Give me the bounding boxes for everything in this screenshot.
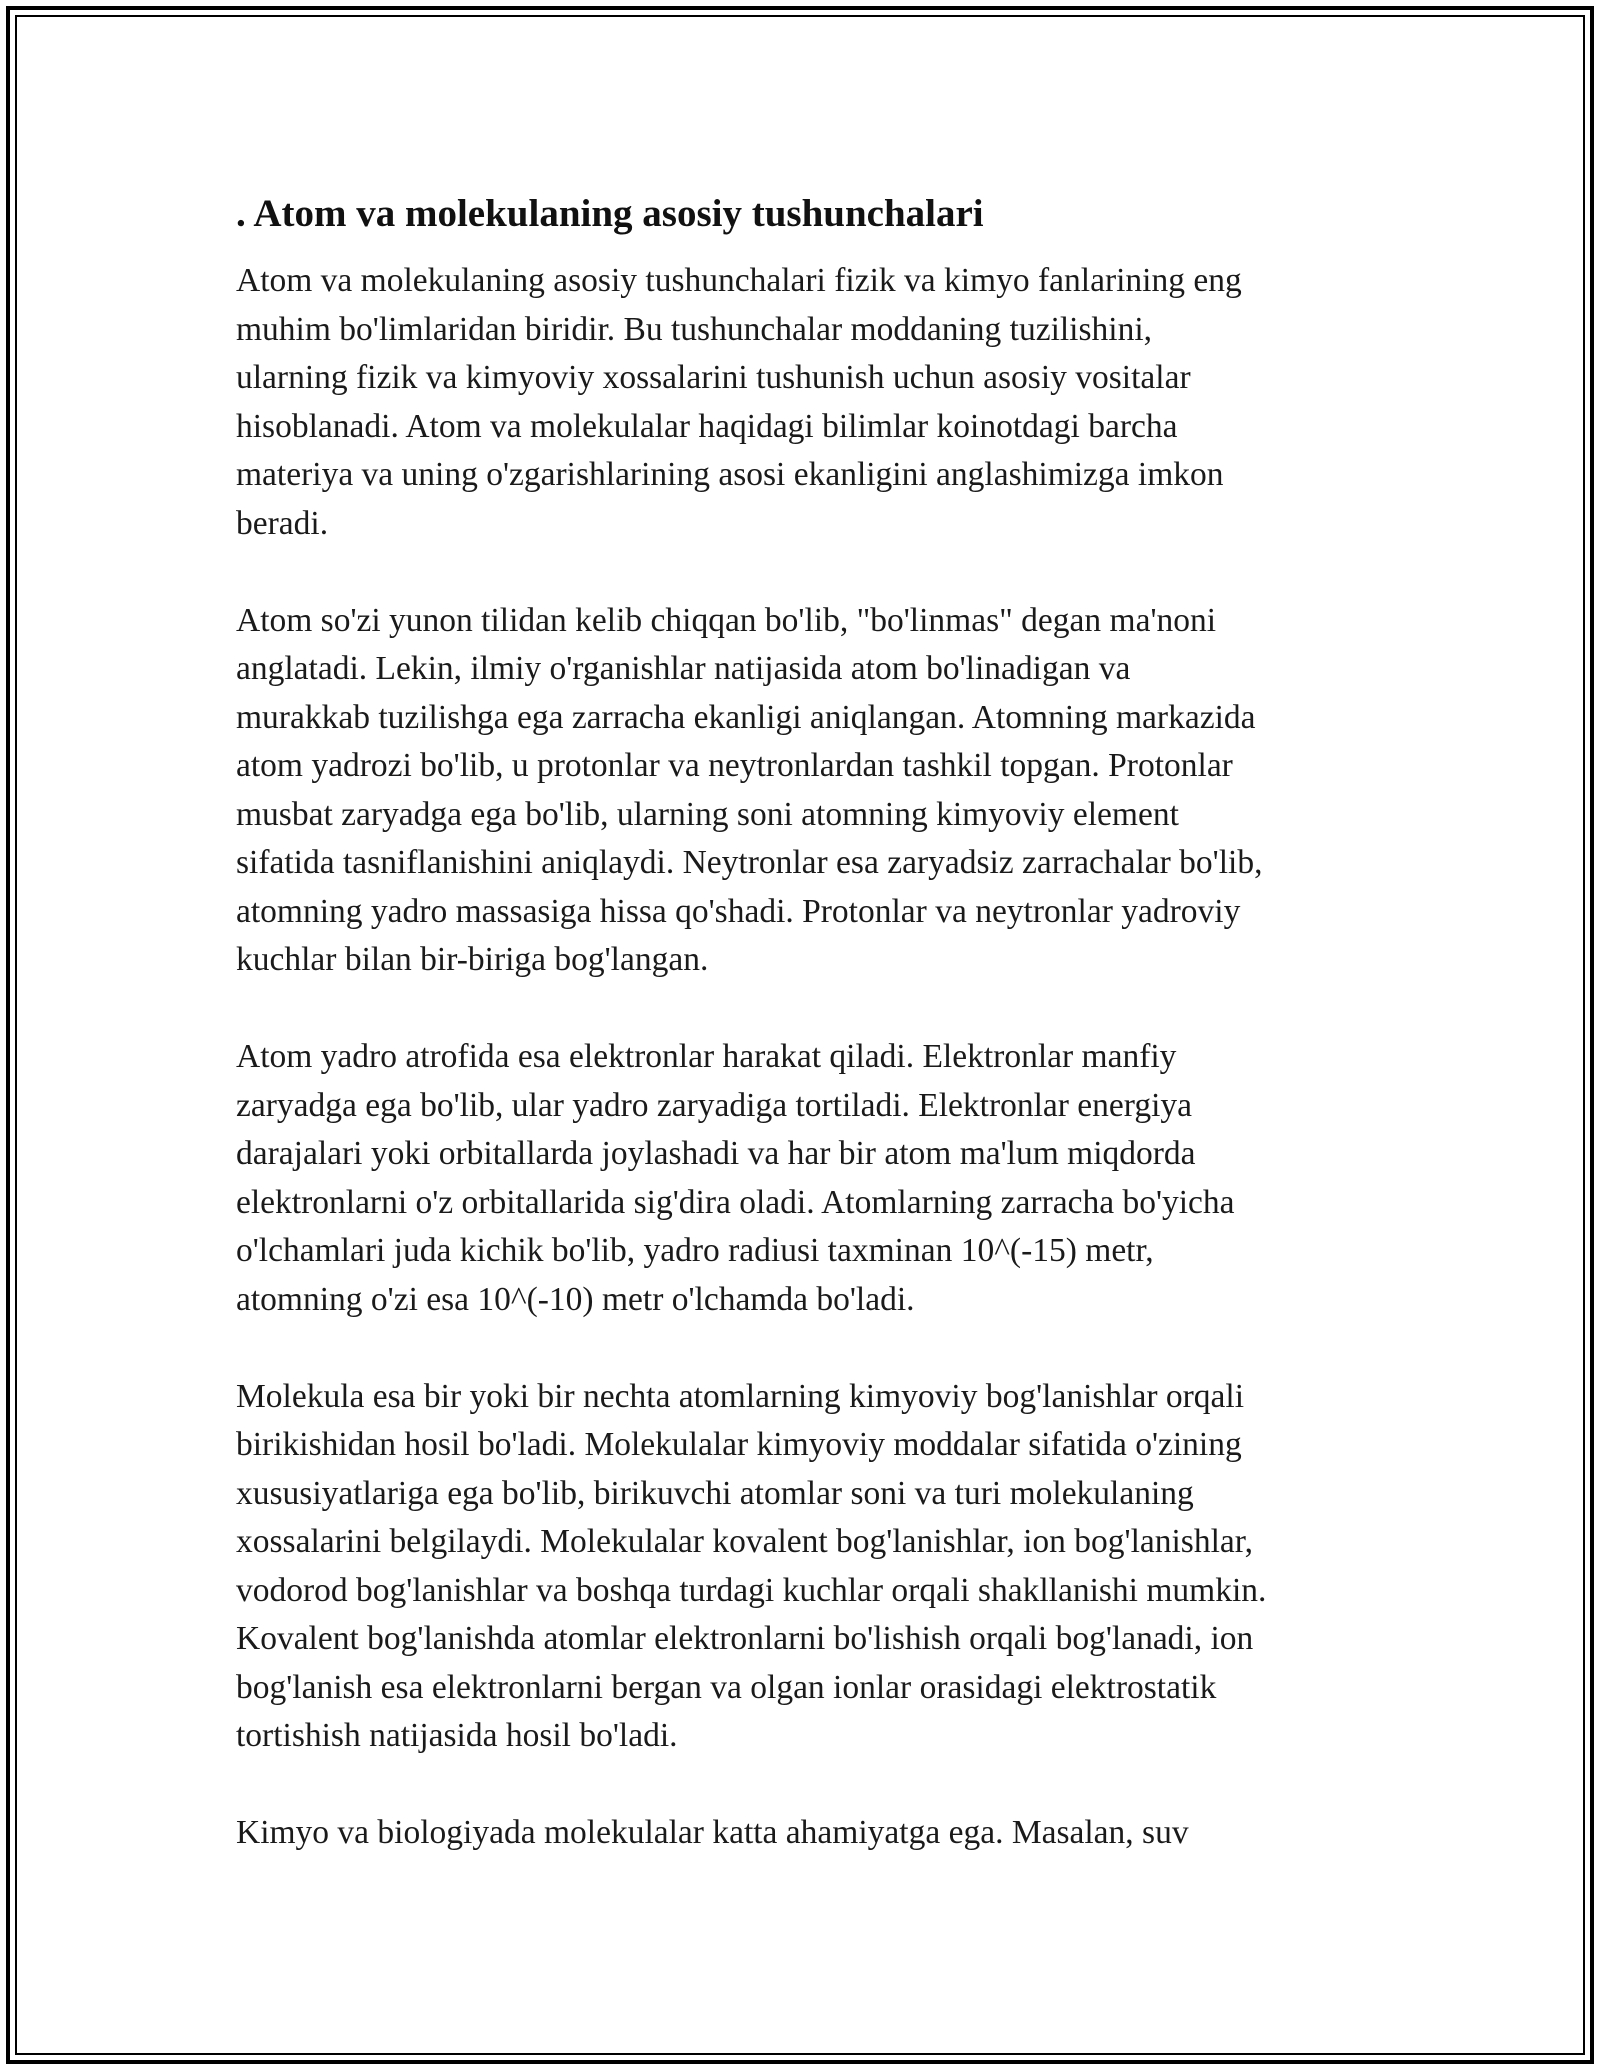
paragraph-1: Atom va molekulaning asosiy tushunchalari fizik va kimyo fanlarining eng muhim bo'limlaridan biridir. Bu tushunchalar moddaning tuzilishini, ularning fizik va kimyoviy xossalarini tushunish uchun asosiy vositalar hisoblanadi. Atom va molekulalar haqidagi bilimlar koinotdagi barcha materiya va uning o'zgarishlarining asosi ekanligini anglashimizga imkon beradi. bbox=[236, 262, 1242, 542]
document-body bbox=[236, 190, 1386, 1906]
paragraph-5: Kimyo va biologiyada molekulalar katta ahamiyatga ega. Masalan, suv bbox=[236, 1814, 1189, 1851]
paragraph-3: Atom yadro atrofida esa elektronlar harakat qiladi. Elektronlar manfiy zaryadga ega bo'lib, ular yadro zaryadiga tortiladi. Elektronlar energiya darajalari yoki orbitallarda joylashadi va har bir atom ma'lum miqdorda elektronlarni o'z orbitallarida sig'dira oladi. Atomlarning zarracha bo'yicha o'lchamlari juda kichik bo'lib, yadro radiusi taxminan 10^(-15) metr, atomning o'zi esa 10^(-10) metr o'lchamda bo'ladi. bbox=[236, 1038, 1235, 1318]
paragraph-4: Molekula esa bir yoki bir nechta atomlarning kimyoviy bog'lanishlar orqali birikishidan hosil bo'ladi. Molekulalar kimyoviy moddalar sifatida o'zining xususiyatlariga ega bo'lib, birikuvchi atomlar soni va turi molekulaning xossalarini belgilaydi. Molekulalar kovalent bog'lanishlar, ion bog'lanishlar, vodorod bog'lanishlar va boshqa turdagi kuchlar orqali shakllanishi mumkin. Kovalent bog'lanishda atomlar elektronlarni bo'lishish orqali bog'lanadi, ion bog'lanish esa elektronlarni bergan va olgan ionlar orasidagi elektrostatik tortishish natijasida hosil bo'ladi. bbox=[236, 1377, 1267, 1754]
page-title: . Atom va molekulaning asosiy tushunchalari bbox=[236, 192, 984, 235]
paragraph-2: Atom so'zi yunon tilidan kelib chiqqan bo'lib, "bo'linmas" degan ma'noni anglatadi. Lekin, ilmiy o'rganishlar natijasida atom bo'linadigan va murakkab tuzilishga ega zarracha ekanligi aniqlangan. Atomning markazida atom yadrozi bo'lib, u protonlar va neytronlardan tashkil topgan. Protonlar musbat zaryadga ega bo'lib, ularning soni atomning kimyoviy element sifatida tasniflanishini aniqlaydi. Neytronlar esa zaryadsiz zarrachalar bo'lib, atomning yadro massasiga hissa qo'shadi. Protonlar va neytronlar yadroviy kuchlar bilan bir-biriga bog'langan. bbox=[236, 601, 1263, 978]
